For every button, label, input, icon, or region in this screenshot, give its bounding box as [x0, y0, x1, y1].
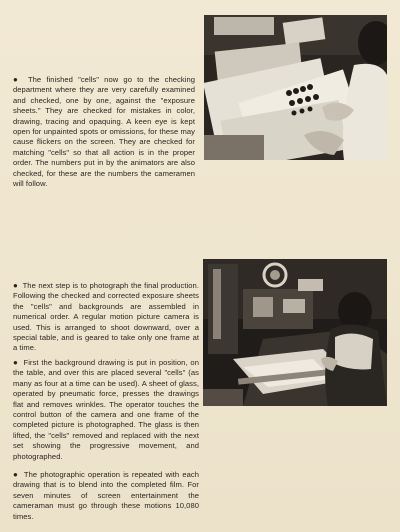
bullet-icon: ● [13, 358, 19, 367]
paragraph-text: First the background drawing is put in position, on the table, and over this are placed several "cells" (as many as four at a time can be used). A sheet of glass, operated by pneumatic force, presses the drawings flat and removes wrinkles. The operator touches the control button of the camera and one frame of the completed picture is photographed. The glass is then lifted, the "cells" removed and replaced with the next set showing the progressive movement, and photographed. [13, 358, 199, 461]
paragraph-text: The photographic operation is repeated with each drawing that is to blend into the completed film. For seven minutes of screen entertainment the cameraman must go through these motions 10,080 times. [13, 470, 199, 521]
paragraph-text: The finished "cells" now go to the checking department where they are very carefully examined and checked, one by one, against the "exposure sheets." They are checked for mistakes in color, drawing, tracing and opaquing. A keen eye is kept open for unpainted spots or omissions, for these may cause flickers on the screen. They are checked for matching "cells" so that all action is in the proper order. The numbers put in by the animators are also checked, for these are the numbers the cameramen will follow. [13, 75, 195, 189]
paragraph-photograph [13, 281, 199, 354]
checking-department-photo [204, 15, 387, 160]
camera-operator-photo [203, 259, 387, 406]
paragraph-text: The next step is to photograph the final production. Following the checked and corrected exposure sheets the "cells" and backgrounds are assembled in numerical order. A regular motion picture camera is used. This is arranged to shoot downward, over a special table, and is geared to take only one frame at a time. [13, 281, 199, 353]
bullet-icon: ● [13, 281, 19, 290]
bullet-icon: ● [13, 470, 19, 479]
paragraph-background [13, 358, 199, 462]
bullet-icon: ● [13, 75, 21, 84]
paragraph-checking [13, 75, 195, 189]
paragraph-repetition [13, 470, 199, 522]
